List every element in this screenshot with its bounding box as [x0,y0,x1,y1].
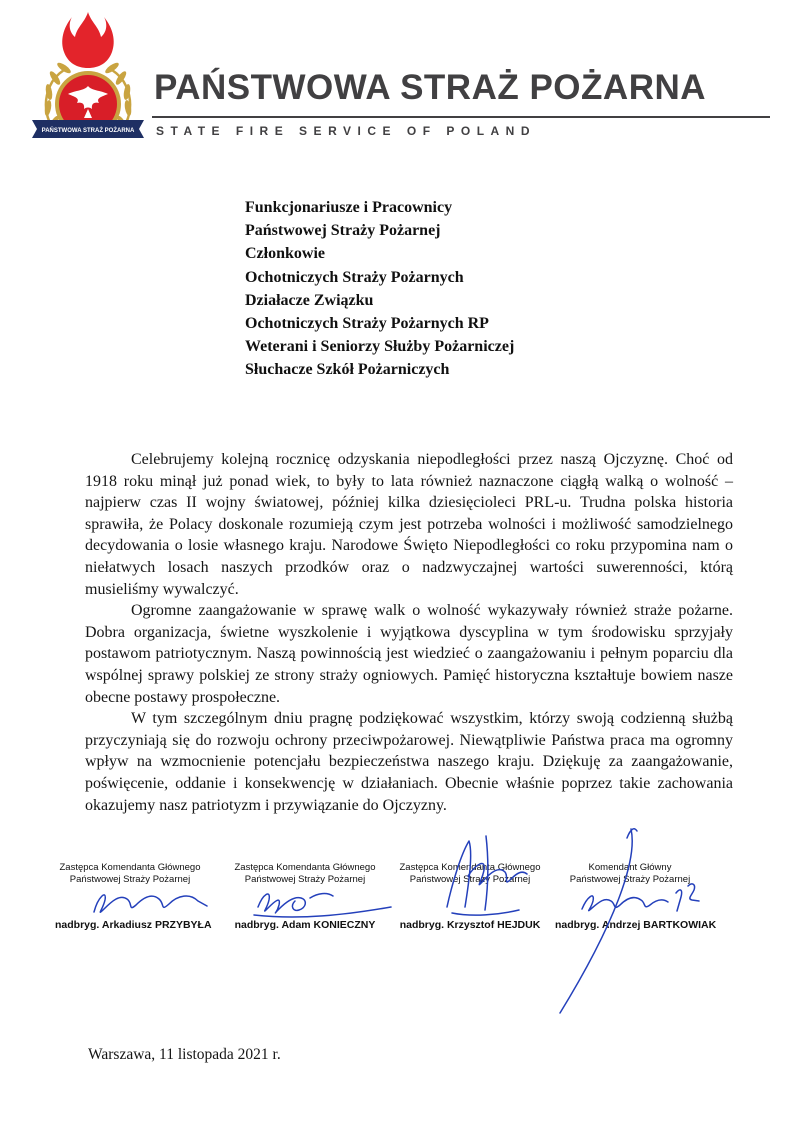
signature-column-bartkowiak [555,862,717,931]
signer-name: nadbryg. Arkadiusz PRZYBYŁA [55,919,212,931]
signer-title: Zastępca Komendanta Głównego [399,862,541,873]
signer-name: nadbryg. Krzysztof HEJDUK [399,919,541,931]
recipient-line: Słuchacze Szkół Pożarniczych [245,361,450,379]
recipient-line: Państwowej Straży Pożarnej [245,222,441,240]
signature-column-hejduk [395,862,545,931]
body-paragraph: Ogromne zaangażowanie w sprawę walk o wolność wykazywały również straże pożarne. Dobra organizacja, świetne wyszkolenie i wyjątkowa dyscyplina w tym środowisku sprzyjały postawom patriotycznym. Naszą powinnością jest wiedzieć o zaangażowaniu i pełnym poparciu dla wspólnej sprawy polskiej ze strony straży ogniowych. Pamięć historyczna kształtuje bowiem nasze obecne postawy prospołeczne. [85,602,733,706]
flame-icon [62,12,113,68]
signer-title: Państwowej Straży Pożarnej [244,873,366,885]
signer-title: Państwowej Straży Pożarnej [69,873,191,885]
recipient-line: Ochotniczych Straży Pożarnych RP [245,315,489,333]
signer-title: Komendant Główny [588,862,672,873]
body-paragraph: Celebrujemy kolejną rocznicę odzyskania niepodległości przez naszą Ojczyznę. Choć od 1918 roku minął już ponad wiek, to były to lata również naznaczone ciągłą walką o wolność – najpierw czas II wojny światowej, później kilka dziesięcioleci PRL-u. Trudna polska historia sprawiła, że Polacy doskonale rozumieją czym jest potrzeba wolności i możliwość samodzielnego decydowania o losie własnego kraju. Narodowe Święto Niepodległości co roku przypomina nam o niełatwych losach naszych przodków oraz o nadzwyczajnej wartości suwerenności, którą musieliśmy wywalczyć. [85,451,733,598]
signer-title: Zastępca Komendanta Głównego [59,862,201,873]
body-paragraph: W tym szczególnym dniu pragnę podziękować wszystkim, którzy swoją codzienną służbą przyczyniają się do rozwoju ochrony przeciwpożarowej. Niewątpliwie Państwa praca ma ogromny wpływ na wzmocnienie potencjału bezpieczeństwa naszego kraju. Dziękuję za zaangażowanie, poświęcenie, oddanie i konsekwencję w działaniach. Obecnie właśnie poprzez takie zachowania okazujemy nasz patriotyzm i przywiązanie do Ojczyzny. [85,710,733,814]
org-title: PAŃSTWOWA STRAŻ POŻARNA [154,68,707,107]
recipient-line: Ochotniczych Straży Pożarnych [245,268,464,286]
header-divider [152,116,770,118]
signer-title: Zastępca Komendanta Głównego [234,862,376,873]
recipients-block [245,196,514,382]
signature-block [0,862,800,992]
date-place: Warszawa, 11 listopada 2021 r. [88,1046,281,1063]
recipient-line: Działacze Związku [245,291,374,309]
logo-ribbon-text: PAŃSTWOWA STRAŻ POŻARNA [41,128,135,134]
signature-column-przybyla [55,862,212,931]
org-subtitle-en: STATE FIRE SERVICE OF POLAND [156,124,537,138]
psp-logo [28,8,148,158]
signer-title: Państwowej Straży Pożarnej [569,873,691,885]
psp-emblem [28,8,148,158]
logo-ribbon [32,120,144,138]
signer-title: Państwowej Straży Pożarnej [409,873,531,885]
signer-name: nadbryg. Adam KONIECZNY [234,919,376,931]
recipient-line: Weterani i Seniorzy Służby Pożarniczej [245,338,515,356]
recipient-line: Funkcjonariusze i Pracownicy [245,199,453,216]
letter-body [85,449,733,816]
signer-name: nadbryg. Andrzej BARTKOWIAK [555,919,717,931]
signature-column-konieczny [230,862,380,931]
recipient-line: Członkowie [245,245,325,263]
